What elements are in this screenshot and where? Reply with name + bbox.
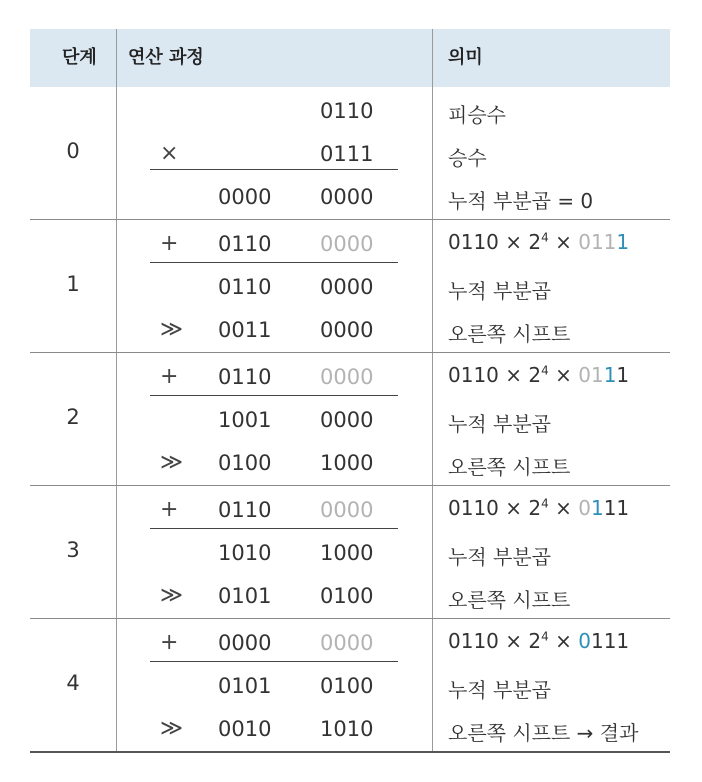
formula-prefix: 0110 × 2	[448, 629, 542, 653]
table-header	[30, 29, 670, 87]
row-separator	[30, 219, 670, 220]
multiplier-current-bit: 0	[578, 629, 591, 653]
meaning-text: 누적 부분곱	[448, 678, 551, 702]
upper-nibble: 0110	[218, 498, 272, 522]
multiplier-remaining-bits: 1	[616, 363, 630, 387]
upper-nibble: 0101	[218, 674, 272, 698]
formula-times: ×	[548, 496, 579, 520]
step-number: 3	[66, 538, 80, 562]
header-meaning: 의미	[448, 47, 483, 68]
lower-nibble: 0000	[320, 232, 374, 256]
operator-symbol: +	[160, 630, 179, 655]
formula-exponent: 4	[541, 629, 549, 644]
upper-nibble: 0011	[218, 318, 272, 342]
formula-times: ×	[548, 629, 579, 653]
step-number: 0	[66, 139, 80, 163]
formula-prefix: 0110 × 2	[448, 230, 542, 254]
upper-nibble: 0000	[218, 185, 272, 209]
sum-underline	[150, 661, 398, 662]
upper-nibble: 1010	[218, 541, 272, 565]
operator-symbol: ≫	[160, 450, 184, 475]
upper-nibble: 0100	[218, 451, 272, 475]
lower-nibble: 0111	[320, 142, 374, 166]
meaning-text: 승수	[448, 146, 487, 170]
formula-exponent: 4	[541, 496, 549, 511]
column-divider-1	[116, 29, 117, 753]
upper-nibble: 0110	[218, 275, 272, 299]
lower-nibble: 1000	[320, 541, 374, 565]
formula-exponent: 4	[541, 230, 549, 245]
lower-nibble: 0000	[320, 631, 374, 655]
meaning-formula	[448, 363, 629, 387]
operator-symbol: +	[160, 364, 179, 389]
upper-nibble: 0000	[218, 631, 272, 655]
upper-nibble: 0110	[218, 365, 272, 389]
meaning-text: 누적 부분곱	[448, 279, 551, 303]
header-step: 단계	[62, 47, 97, 68]
lower-nibble: 0110	[320, 99, 374, 123]
operator-symbol: +	[160, 231, 179, 256]
multiplier-current-bit: 1	[616, 230, 630, 254]
multiplier-consumed-bits: 01	[578, 363, 604, 387]
multiplier-consumed-bits: 011	[578, 230, 617, 254]
sum-underline	[150, 262, 398, 263]
step-number: 1	[66, 272, 80, 296]
formula-times: ×	[548, 363, 579, 387]
upper-nibble: 0101	[218, 584, 272, 608]
operator-symbol: ×	[160, 141, 179, 166]
meaning-formula	[448, 496, 629, 520]
upper-nibble: 1001	[218, 408, 272, 432]
formula-times: ×	[548, 230, 579, 254]
lower-nibble: 1010	[320, 717, 374, 741]
meaning-text: 오른쪽 시프트	[448, 455, 571, 479]
upper-nibble: 0010	[218, 717, 272, 741]
header-process: 연산 과정	[128, 47, 204, 68]
lower-nibble: 0100	[320, 674, 374, 698]
row-separator	[30, 751, 670, 753]
meaning-text: 누적 부분곱	[448, 412, 551, 436]
sum-underline	[150, 169, 398, 170]
multiplier-consumed-bits: 0	[578, 496, 591, 520]
step-number: 4	[66, 671, 80, 695]
operator-symbol: ≫	[160, 317, 184, 342]
row-separator	[30, 485, 670, 486]
lower-nibble: 0000	[320, 275, 374, 299]
formula-prefix: 0110 × 2	[448, 496, 542, 520]
meaning-text: 피승수	[448, 103, 506, 127]
meaning-text: 오른쪽 시프트	[448, 588, 571, 612]
upper-nibble: 0110	[218, 232, 272, 256]
meaning-formula	[448, 629, 629, 653]
operator-symbol: ≫	[160, 583, 184, 608]
sum-underline	[150, 395, 398, 396]
multiplier-current-bit: 1	[603, 363, 617, 387]
lower-nibble: 0000	[320, 318, 374, 342]
meaning-text: 오른쪽 시프트 → 결과	[448, 721, 639, 745]
meaning-text: 누적 부분곱 = 0	[448, 189, 594, 213]
lower-nibble: 0000	[320, 498, 374, 522]
column-divider-2	[432, 29, 433, 753]
operator-symbol: ≫	[160, 716, 184, 741]
row-separator	[30, 352, 670, 353]
formula-prefix: 0110 × 2	[448, 363, 542, 387]
lower-nibble: 0000	[320, 185, 374, 209]
meaning-text: 누적 부분곱	[448, 545, 551, 569]
lower-nibble: 0000	[320, 408, 374, 432]
meaning-formula	[448, 230, 629, 254]
operator-symbol: +	[160, 497, 179, 522]
sum-underline	[150, 528, 398, 529]
step-number: 2	[66, 405, 80, 429]
lower-nibble: 0000	[320, 365, 374, 389]
multiplier-remaining-bits: 111	[590, 629, 630, 653]
multiplier-remaining-bits: 11	[603, 496, 630, 520]
multiplier-current-bit: 1	[590, 496, 604, 520]
meaning-text: 오른쪽 시프트	[448, 322, 571, 346]
lower-nibble: 1000	[320, 451, 374, 475]
row-separator	[30, 618, 670, 619]
lower-nibble: 0100	[320, 584, 374, 608]
formula-exponent: 4	[541, 363, 549, 378]
